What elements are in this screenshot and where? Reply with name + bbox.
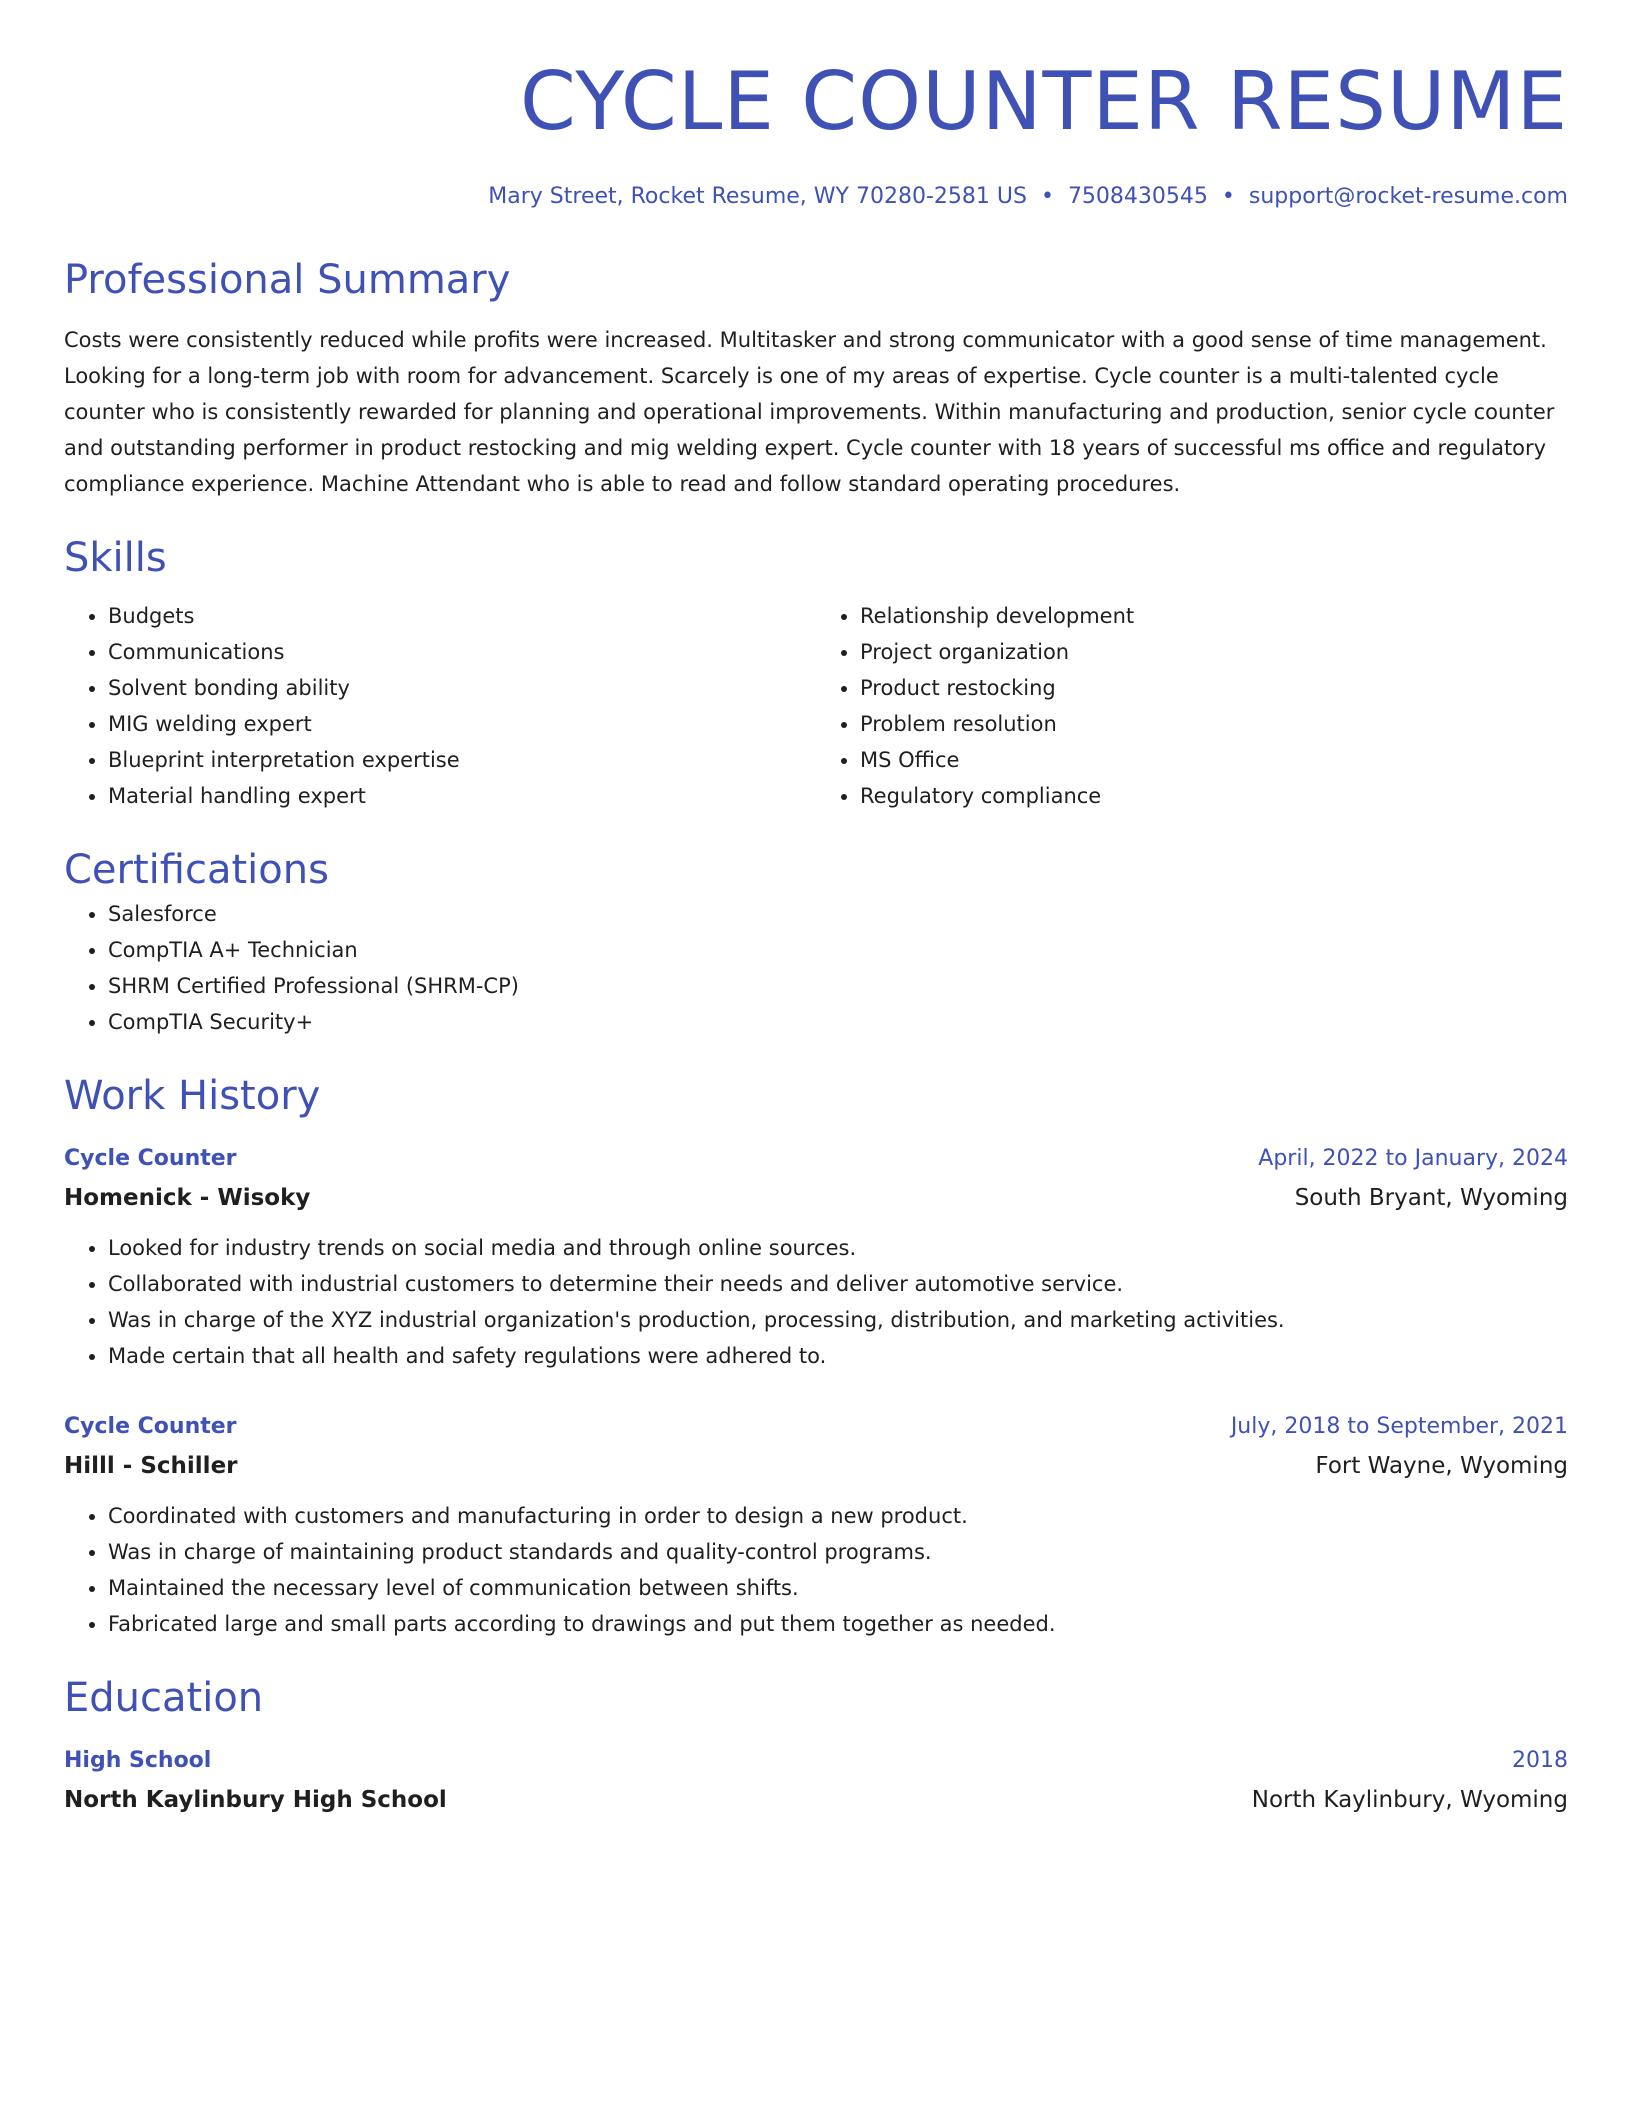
skills-grid (64, 598, 1568, 814)
contact-line (64, 182, 1568, 212)
job-entry (64, 1140, 1568, 1374)
education-location: North Kaylinbury, Wyoming (1251, 1787, 1568, 1813)
summary-heading: Professional Summary (64, 257, 511, 303)
job-location: Fort Wayne, Wyoming (1315, 1453, 1568, 1479)
skill-item: • Material handling expert (108, 778, 816, 814)
job-bullet: • Collaborated with industrial customers to determine their needs and deliver automotive service. (108, 1266, 1568, 1302)
skill-item: • Budgets (108, 598, 816, 634)
contact-separator: • (1040, 184, 1054, 209)
job-company: Homenick - Wisoky (64, 1185, 311, 1211)
education-heading: Education (64, 1675, 264, 1721)
job-bullet: • Fabricated large and small parts according to drawings and put them together as needed. (108, 1606, 1568, 1642)
education-school: North Kaylinbury High School (64, 1787, 447, 1813)
contact-separator: • (1221, 184, 1235, 209)
skills-heading: Skills (64, 535, 167, 581)
education-degree: High School (64, 1748, 212, 1773)
skills-list-left (64, 598, 816, 814)
contact-address: Mary Street, Rocket Resume, WY 70280-2581 US (488, 184, 1027, 209)
skill-item: • Regulatory compliance (860, 778, 1568, 814)
job-bullet: • Looked for industry trends on social media and through online sources. (108, 1230, 1568, 1266)
job-company-row (64, 1446, 1568, 1486)
skills-column-right (816, 598, 1568, 814)
contact-email: support@rocket-resume.com (1248, 184, 1568, 209)
job-dates: July, 2018 to September, 2021 (1230, 1414, 1568, 1439)
job-header-row (64, 1140, 1568, 1178)
job-bullet: • Was in charge of maintaining product standards and quality-control programs. (108, 1534, 1568, 1570)
job-bullet: • Was in charge of the XYZ industrial organization's production, processing, distribution, and marketing activities. (108, 1302, 1568, 1338)
skill-item: • Problem resolution (860, 706, 1568, 742)
job-header-row (64, 1408, 1568, 1446)
job-bullet: • Made certain that all health and safety regulations were adhered to. (108, 1338, 1568, 1374)
work-history-heading: Work History (64, 1073, 321, 1119)
certification-item: • CompTIA Security+ (108, 1004, 1568, 1040)
skills-list-right (816, 598, 1568, 814)
job-bullet: • Coordinated with customers and manufacturing in order to design a new product. (108, 1498, 1568, 1534)
skills-column-left (64, 598, 816, 814)
education-school-row (64, 1780, 1568, 1820)
education-entry (64, 1742, 1568, 1820)
certifications-list (64, 896, 1568, 1040)
skill-item: • MIG welding expert (108, 706, 816, 742)
job-company-row (64, 1178, 1568, 1218)
skill-item: • Relationship development (860, 598, 1568, 634)
certification-item: • CompTIA A+ Technician (108, 932, 1568, 968)
resume-title: CYCLE COUNTER RESUME (519, 55, 1568, 148)
job-title: Cycle Counter (64, 1146, 237, 1171)
skill-item: • MS Office (860, 742, 1568, 778)
skill-item: • Product restocking (860, 670, 1568, 706)
education-header-row (64, 1742, 1568, 1780)
job-location: South Bryant, Wyoming (1294, 1185, 1568, 1211)
job-title: Cycle Counter (64, 1414, 237, 1439)
job-entry (64, 1408, 1568, 1642)
education-year: 2018 (1512, 1748, 1568, 1773)
skill-item: • Blueprint interpretation expertise (108, 742, 816, 778)
job-company: Hilll - Schiller (64, 1453, 238, 1479)
summary-text: Costs were consistently reduced while profits were increased. Multitasker and strong communicator with a good sense of time management. Looking for a long-term job with room for advancement. Scarcely is one of my areas of expertise. Cycle counter is a multi-talented cycle counter who is consistently rewarded for planning and operational improvements. Within manufacturing and production, senior cycle counter and outstanding performer in product restocking and mig welding expert. Cycle counter with 18 years of successful ms office and regulatory compliance experience. Machine Attendant who is able to read and follow standard operating procedures. (64, 328, 1555, 496)
job-dates: April, 2022 to January, 2024 (1258, 1146, 1568, 1171)
job-bullets (64, 1498, 1568, 1642)
skill-item: • Communications (108, 634, 816, 670)
skill-item: • Solvent bonding ability (108, 670, 816, 706)
certification-item: • SHRM Certified Professional (SHRM-CP) (108, 968, 1568, 1004)
certifications-heading: Certifications (64, 847, 329, 893)
skill-item: • Project organization (860, 634, 1568, 670)
job-bullet: • Maintained the necessary level of communication between shifts. (108, 1570, 1568, 1606)
job-bullets (64, 1230, 1568, 1374)
contact-phone: 7508430545 (1067, 184, 1208, 209)
certification-item: • Salesforce (108, 896, 1568, 932)
